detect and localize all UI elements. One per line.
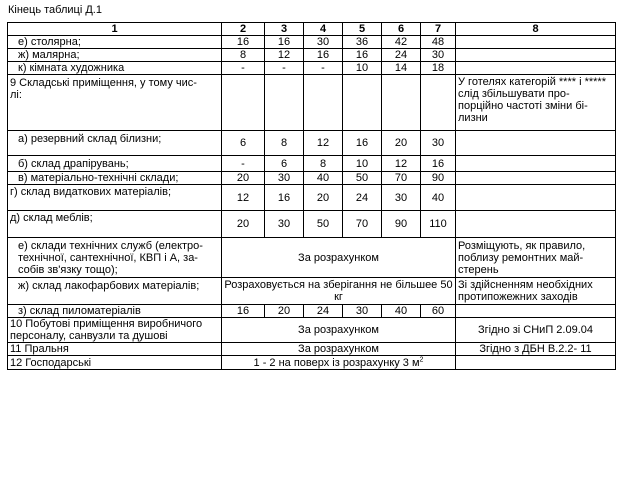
merged-value-text: 1 - 2 на поверх із розрахунку 3 м [253,356,420,369]
value-cell: 20 [304,185,343,211]
row-label: б) склад драпірувань; [8,156,222,172]
value-cell: 36 [343,36,382,49]
value-cell: 16 [265,185,304,211]
header-cell: 6 [382,23,421,36]
value-cell: 20 [222,172,265,185]
value-cell: 30 [421,131,456,156]
value-cell: 8 [304,156,343,172]
merged-value-cell: Розраховується на зберігання не більшее 50 кг [222,278,456,305]
table-row [8,238,616,278]
table-row [8,62,616,75]
value-cell: 6 [265,156,304,172]
value-cell: 24 [343,185,382,211]
header-cell: 3 [265,23,304,36]
row-label: в) матеріально-технічні склади; [8,172,222,185]
table-row [8,318,616,343]
value-cell [265,75,304,131]
table-row [8,36,616,49]
value-cell: 16 [343,131,382,156]
table-row [8,278,616,305]
value-cell: 50 [304,211,343,238]
value-cell: - [304,62,343,75]
value-cell: 8 [222,49,265,62]
value-cell: - [222,156,265,172]
header-row [8,23,616,36]
header-cell: 8 [456,23,616,36]
value-cell: 20 [222,211,265,238]
value-cell: - [222,62,265,75]
value-cell: 20 [382,131,421,156]
row-label: г) склад видаткових матеріалів; [8,185,222,211]
value-cell: 30 [265,211,304,238]
table-row [8,343,616,356]
value-cell: 30 [421,49,456,62]
note-cell: У готелях категорій **** і ***** слід збільшувати про-порційно частоті зміни бі-лизни [456,75,616,131]
value-cell: 16 [304,49,343,62]
value-cell [343,75,382,131]
table-row [8,305,616,318]
value-cell [222,75,265,131]
value-cell: 24 [304,305,343,318]
note-cell [456,36,616,49]
merged-value-cell [222,356,456,370]
value-cell: 16 [421,156,456,172]
table-row [8,185,616,211]
header-cell: 4 [304,23,343,36]
row-label: 12 Господарські [8,356,222,370]
value-cell: 8 [265,131,304,156]
note-cell: Зі здійсненням необхідних протипожежних заходів [456,278,616,305]
table-row [8,75,616,131]
value-cell: 90 [421,172,456,185]
value-cell: 30 [304,36,343,49]
value-cell: 10 [343,62,382,75]
row-label: 9 Складські приміщення, у тому чис- лі: [8,75,222,131]
note-cell [456,172,616,185]
note-cell [456,156,616,172]
note-cell [456,62,616,75]
table-row [8,172,616,185]
row-label: к) кімната художника [8,62,222,75]
value-cell [421,75,456,131]
row-label: з) склад пиломатеріалів [8,305,222,318]
value-cell: 30 [343,305,382,318]
table-row [8,131,616,156]
value-cell [382,75,421,131]
value-cell: 30 [265,172,304,185]
merged-value-cell: За розрахунком [222,343,456,356]
header-cell: 7 [421,23,456,36]
value-cell: 20 [265,305,304,318]
table-row [8,156,616,172]
value-cell: - [265,62,304,75]
row-label: ж) малярна; [8,49,222,62]
value-cell: 70 [382,172,421,185]
value-cell: 12 [265,49,304,62]
value-cell: 60 [421,305,456,318]
note-cell [456,49,616,62]
value-cell: 110 [421,211,456,238]
value-cell: 10 [343,156,382,172]
header-cell: 5 [343,23,382,36]
header-cell: 1 [8,23,222,36]
row-label: ж) склад лакофарбових матеріалів; [8,278,222,305]
row-label: 10 Побутові приміщення виробничого персоналу, санвузли та душові [8,318,222,343]
value-cell: 16 [222,36,265,49]
note-cell [456,356,616,370]
value-cell: 48 [421,36,456,49]
value-cell: 50 [343,172,382,185]
note-cell [456,305,616,318]
value-cell: 90 [382,211,421,238]
value-cell: 16 [265,36,304,49]
merged-value-cell: За розрахунком [222,238,456,278]
value-cell: 30 [382,185,421,211]
value-cell: 18 [421,62,456,75]
value-cell: 42 [382,36,421,49]
header-cell: 2 [222,23,265,36]
table-row [8,211,616,238]
value-cell: 12 [382,156,421,172]
value-cell: 16 [343,49,382,62]
value-cell: 16 [222,305,265,318]
note-cell: Розміщують, як правило, поблизу ремонтних май-стерень [456,238,616,278]
table-row [8,356,616,370]
value-cell: 40 [421,185,456,211]
superscript: 2 [419,355,424,363]
note-cell [456,131,616,156]
table-caption: Кінець таблиці Д.1 [8,4,102,16]
value-cell [304,75,343,131]
table-row [8,49,616,62]
row-label: 11 Пральня [8,343,222,356]
row-label: е) столярна; [8,36,222,49]
merged-value-cell: За розрахунком [222,318,456,343]
note-cell: Згідно зі СНиП 2.09.04 [456,318,616,343]
value-cell: 6 [222,131,265,156]
value-cell: 40 [382,305,421,318]
note-cell [456,185,616,211]
value-cell: 14 [382,62,421,75]
row-label: а) резервний склад білизни; [8,131,222,156]
data-table [7,22,616,370]
value-cell: 12 [304,131,343,156]
value-cell: 40 [304,172,343,185]
value-cell: 70 [343,211,382,238]
row-label: е) склади технічних служб (електро-технічної, сантехнічної, КВП і А, за-собів зв'язку тощо); [8,238,222,278]
value-cell: 12 [222,185,265,211]
value-cell: 24 [382,49,421,62]
note-cell [456,211,616,238]
note-cell: Згідно з ДБН В.2.2- 11 [456,343,616,356]
row-label: д) склад меблів; [8,211,222,238]
